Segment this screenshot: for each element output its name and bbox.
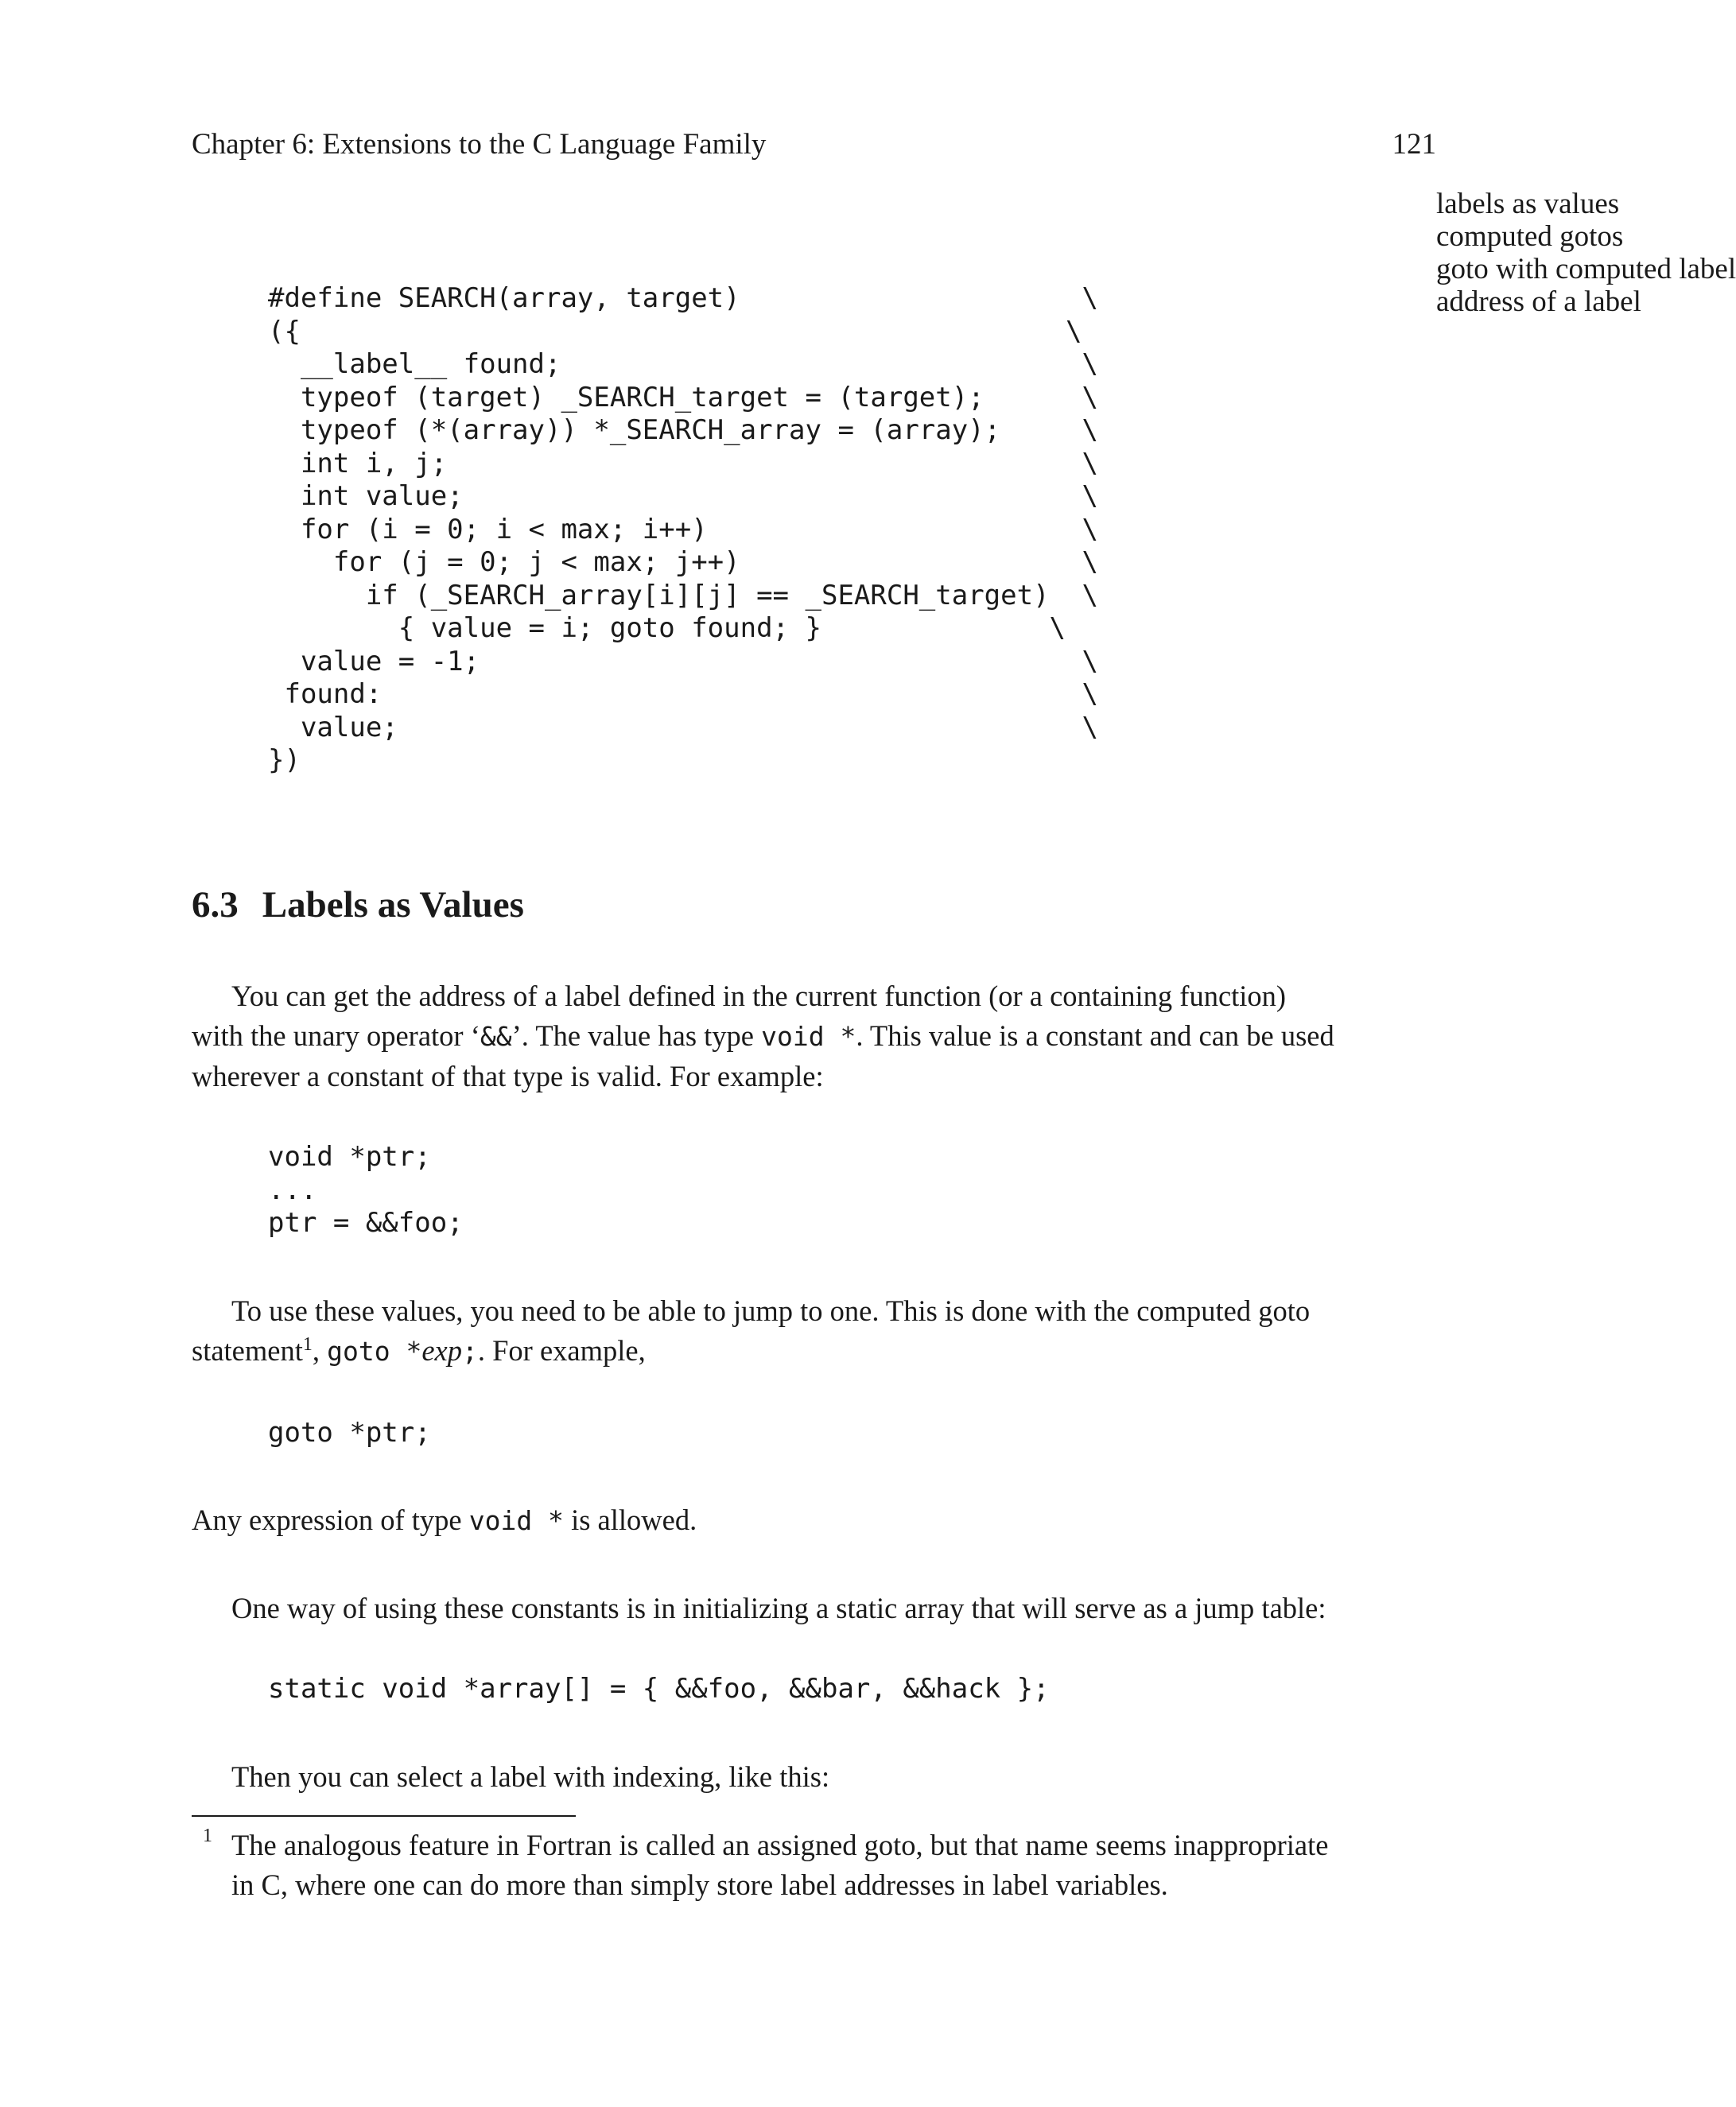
text-run: ’. The value has type — [511, 1019, 762, 1052]
paragraph-computed-goto — [192, 1291, 1436, 1372]
paragraph-line: wherever a constant of that type is valid. For example: — [192, 1060, 824, 1092]
margin-index-terms — [1436, 188, 1736, 318]
margin-index-entry: goto with computed label — [1436, 253, 1736, 285]
paragraph-line — [192, 1500, 1436, 1541]
inline-code: void * — [761, 1021, 856, 1052]
paragraph-line — [192, 1016, 1436, 1057]
paragraph-line: One way of using these constants is in initializing a static array that will serve as a jump table: — [231, 1592, 1326, 1624]
array-code-block: static void *array[] = { &&foo, &&bar, &&hack }; — [268, 1673, 1050, 1705]
paragraph-line: Then you can select a label with indexing, like this: — [231, 1760, 830, 1793]
ptr-code-block: void *ptr; ... ptr = &&foo; — [268, 1141, 464, 1239]
footnote-line: in C, where one can do more than simply store label addresses in label variables. — [231, 1868, 1168, 1901]
inline-code: && — [480, 1021, 512, 1052]
paragraph-line — [192, 1331, 1436, 1372]
text-run: statement — [192, 1334, 303, 1367]
search-macro-code-block: #define SEARCH(array, target) \ ({ \ __label__ found; \ typeof (target) _SEARCH_target = (target); \ typeof (*(array)) *_SEARCH_array = (array); \ int i, j; \ int value; \ for (i = 0; i < max; i++) \ for (j = 0; j < max; j++) \ if (_SEARCH_array[i][j] == _SEARCH_target) \ { value = i; goto found; } \ value = -1; \ found: \ value; \ }) — [268, 282, 1098, 776]
paragraph-any-expression — [192, 1500, 1436, 1541]
inline-code: void * — [468, 1505, 564, 1536]
goto-code-block: goto *ptr; — [268, 1417, 431, 1449]
chapter-title: Chapter 6: Extensions to the C Language Family — [192, 128, 767, 161]
text-run: is allowed. — [563, 1504, 697, 1536]
footnote-line: The analogous feature in Fortran is called an assigned goto, but that name seems inappropriate — [231, 1829, 1329, 1861]
text-run: , — [312, 1334, 328, 1367]
footnote-body — [231, 1826, 1436, 1905]
paragraph-line: You can get the address of a label defined in the current function (or a containing function) — [231, 980, 1287, 1012]
margin-index-entry: address of a label — [1436, 285, 1641, 318]
paragraph-jump-table — [192, 1589, 1436, 1628]
text-run: . This value is a constant and can be used — [856, 1019, 1334, 1052]
inline-code: ; — [462, 1336, 478, 1367]
footnote-divider — [192, 1815, 576, 1817]
paragraph-select-label — [192, 1757, 1436, 1797]
footnote-reference: 1 — [302, 1333, 313, 1355]
margin-index-entry: computed gotos — [1436, 220, 1624, 253]
paragraph-address-of-label — [192, 976, 1436, 1096]
text-run: Any expression of type — [192, 1504, 469, 1536]
inline-code: goto * — [327, 1336, 422, 1367]
margin-index-entry: labels as values — [1436, 188, 1620, 220]
section-number: 6.3 — [192, 884, 239, 925]
text-run: . For example, — [477, 1334, 646, 1367]
italic-placeholder: exp — [421, 1334, 462, 1367]
text-run: with the unary operator ‘ — [192, 1019, 480, 1052]
page-number: 121 — [1392, 128, 1436, 161]
footnote-mark: 1 — [203, 1826, 212, 1846]
paragraph-line: To use these values, you need to be able to jump to one. This is done with the computed goto — [231, 1294, 1311, 1327]
section-heading — [192, 881, 524, 929]
section-title: Labels as Values — [262, 884, 524, 925]
